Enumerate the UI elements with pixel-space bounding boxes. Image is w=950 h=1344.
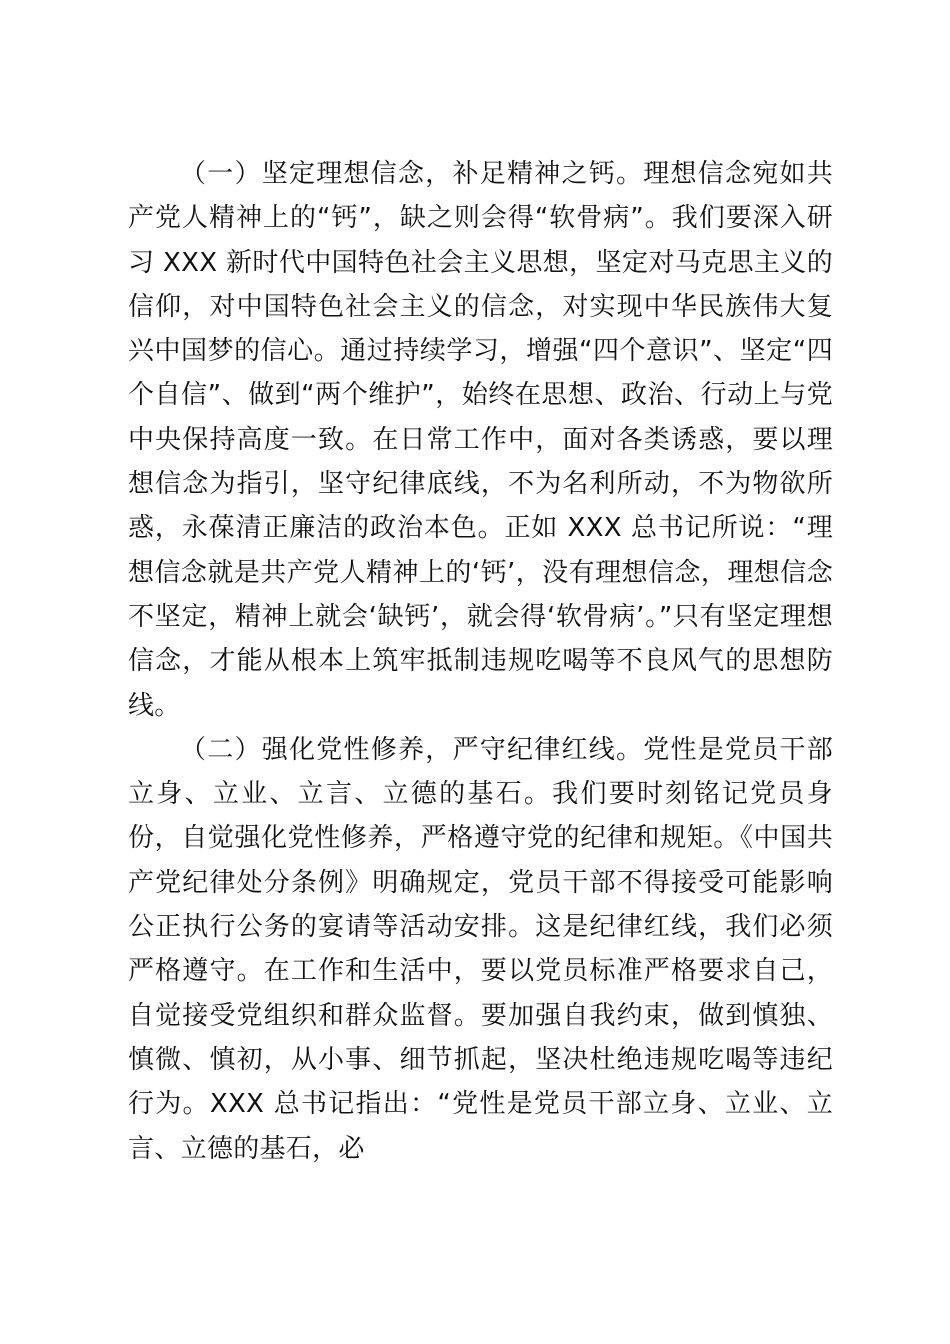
document-body (128, 152, 833, 1171)
paragraph-2: （二）强化党性修养，严守纪律红线。党性是党员干部立身、立业、立言、立德的基石。我们要时刻铭记党员身份，自觉强化党性修养，严格遵守党的纪律和规矩。《中国共产党纪律处分条例》明确规定，党员干部不得接受可能影响公正执行公务的宴请等活动安排。这是纪律红线，我们必须严格遵守。在工作和生活中，要以党员标准严格要求自己，自觉接受党组织和群众监督。要加强自我约束，做到慎独、慎微、慎初，从小事、细节抓起，坚决杜绝违规吃喝等违纪行为。XXX 总书记指出：“党性是党员干部立身、立业、立言、立德的基石，必 (128, 734, 833, 1164)
paragraph-1: （一）坚定理想信念，补足精神之钙。理想信念宛如共产党人精神上的“钙”，缺之则会得“软骨病”。我们要深入研习 XXX 新时代中国特色社会主义思想，坚定对马克思主义的信仰，对中国特色社会主义的信念，对实现中华民族伟大复兴中国梦的信心。通过持续学习，增强“四个意识”、坚定“四个自信”、做到“两个维护”，始终在思想、政治、行动上与党中央保持高度一致。在日常工作中，面对各类诱惑，要以理想信念为指引，坚守纪律底线，不为名利所动，不为物欲所惑，永葆清正廉洁的政治本色。正如 XXX 总书记所说：“理想信念就是共产党人精神上的‘钙’，没有理想信念，理想信念不坚定，精神上就会‘缺钙’，就会得‘软骨病’。”只有坚定理想信念，才能从根本上筑牢抵制违规吃喝等不良风气的思想防线。 (128, 159, 833, 721)
